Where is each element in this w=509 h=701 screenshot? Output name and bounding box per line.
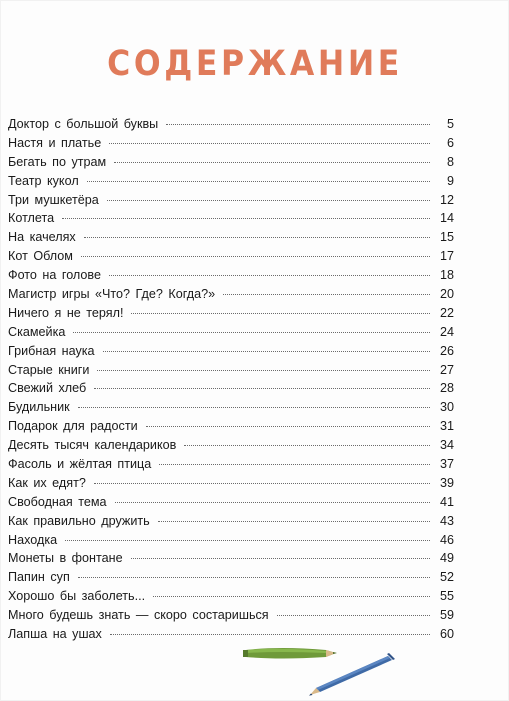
toc-entry-title: Будильник <box>8 400 70 415</box>
toc-entry-title: Магистр игры «Что? Где? Когда?» <box>8 287 216 302</box>
dot-leader <box>115 502 430 503</box>
toc-entry[interactable] <box>8 531 454 550</box>
toc-entry-page-number: 37 <box>439 457 454 472</box>
toc-entry[interactable] <box>8 342 454 361</box>
toc-entry-title: Свободная тема <box>8 494 107 509</box>
toc-entry-title: Доктор с большой буквы <box>8 117 159 131</box>
toc-entry[interactable] <box>8 209 454 228</box>
toc-entry-page-number: 59 <box>439 608 454 623</box>
toc-entry-page-number: 46 <box>439 532 454 547</box>
toc-entry-page-number: 18 <box>439 268 454 283</box>
dot-leader <box>109 275 430 276</box>
toc-entry-page-number: 15 <box>439 230 454 245</box>
toc-entry-title: Лапша на ушах <box>8 627 102 642</box>
toc-entry-page-number: 27 <box>439 362 454 377</box>
dot-leader <box>184 445 430 446</box>
toc-entry[interactable] <box>8 587 454 606</box>
dot-leader <box>223 294 430 295</box>
toc-entry-page-number: 39 <box>439 475 454 490</box>
toc-entry-title: Театр кукол <box>8 173 79 188</box>
toc-entry[interactable] <box>8 436 454 455</box>
toc-entry[interactable] <box>8 191 454 210</box>
dot-leader <box>107 200 430 201</box>
toc-entry[interactable] <box>8 379 454 398</box>
toc-entry-title: Настя и платье <box>8 135 102 150</box>
dot-leader <box>166 124 430 125</box>
dot-leader <box>73 332 430 333</box>
pencils-illustration <box>240 640 400 698</box>
dot-leader <box>131 558 430 559</box>
toc-entry-page-number: 41 <box>439 494 454 509</box>
toc-entry[interactable] <box>8 285 454 304</box>
toc-entry[interactable] <box>8 153 454 172</box>
dot-leader <box>131 313 430 314</box>
toc-entry-page-number: 24 <box>439 324 454 339</box>
toc-entry-page-number: 22 <box>439 305 454 320</box>
toc-entry-title: Ничего я не терял! <box>8 305 124 320</box>
toc-entry-page-number: 5 <box>446 117 454 131</box>
toc-entry[interactable] <box>8 549 454 568</box>
toc-entry[interactable] <box>8 568 454 587</box>
toc-entry[interactable] <box>8 361 454 380</box>
toc-entry[interactable] <box>8 398 454 417</box>
toc-entry-title: Десять тысяч календариков <box>8 438 177 453</box>
toc-entry-title: Много будешь знать — скоро состаришься <box>8 608 269 623</box>
toc-entry[interactable] <box>8 228 454 247</box>
toc-entry[interactable] <box>8 606 454 625</box>
dot-leader <box>78 407 430 408</box>
toc-entry[interactable] <box>8 323 454 342</box>
dot-leader <box>159 464 430 465</box>
dot-leader <box>94 483 430 484</box>
toc-entry-title: Папин суп <box>8 570 70 585</box>
dot-leader <box>109 143 430 144</box>
dot-leader <box>62 218 430 219</box>
dot-leader <box>103 351 430 352</box>
toc-entry-page-number: 52 <box>439 570 454 585</box>
toc-entry-page-number: 12 <box>439 192 454 207</box>
table-of-contents <box>8 115 454 644</box>
dot-leader <box>114 162 430 163</box>
toc-entry[interactable] <box>8 493 454 512</box>
green-pencil-icon <box>243 648 337 659</box>
toc-entry-page-number: 31 <box>439 419 454 434</box>
dot-leader <box>65 540 430 541</box>
toc-entry-title: На качелях <box>8 230 76 245</box>
toc-entry-title: Монеты в фонтане <box>8 551 123 566</box>
toc-entry-page-number: 60 <box>439 627 454 642</box>
dot-leader <box>97 370 430 371</box>
toc-entry-title: Находка <box>8 532 58 547</box>
page-title: СОДЕРЖАНИЕ <box>107 44 403 84</box>
toc-entry-page-number: 6 <box>446 135 454 150</box>
toc-entry-page-number: 49 <box>439 551 454 566</box>
toc-entry-title: Три мушкетёра <box>8 192 99 207</box>
toc-entry-title: Как правильно дружить <box>8 513 150 528</box>
dot-leader <box>153 596 430 597</box>
dot-leader <box>146 426 430 427</box>
toc-entry[interactable] <box>8 115 454 134</box>
toc-entry-page-number: 8 <box>446 154 454 169</box>
dot-leader <box>78 577 430 578</box>
toc-entry-title: Свежий хлеб <box>8 381 87 396</box>
toc-entry[interactable] <box>8 474 454 493</box>
toc-entry-title: Фасоль и жёлтая птица <box>8 457 152 472</box>
toc-entry[interactable] <box>8 247 454 266</box>
toc-entry-title: Старые книги <box>8 362 90 377</box>
toc-entry-page-number: 17 <box>439 249 454 264</box>
toc-entry-page-number: 28 <box>439 381 454 396</box>
toc-entry[interactable] <box>8 512 454 531</box>
toc-entry-page-number: 43 <box>439 513 454 528</box>
toc-entry[interactable] <box>8 134 454 153</box>
dot-leader <box>110 634 430 635</box>
toc-entry[interactable] <box>8 455 454 474</box>
dot-leader <box>87 181 430 182</box>
toc-entry-title: Фото на голове <box>8 268 101 283</box>
blue-pencil-icon <box>309 653 395 696</box>
toc-entry-page-number: 14 <box>439 211 454 226</box>
toc-entry-page-number: 20 <box>439 287 454 302</box>
toc-entry-title: Скамейка <box>8 324 66 339</box>
toc-entry-title: Хорошо бы заболеть... <box>8 589 146 604</box>
dot-leader <box>158 521 430 522</box>
dot-leader <box>94 388 430 389</box>
toc-entry[interactable] <box>8 304 454 323</box>
toc-entry-page-number: 55 <box>439 589 454 604</box>
toc-entry[interactable] <box>8 266 454 285</box>
toc-entry-page-number: 30 <box>439 400 454 415</box>
toc-entry-title: Котлета <box>8 211 55 226</box>
toc-entry-page-number: 26 <box>439 343 454 358</box>
dot-leader <box>277 615 430 616</box>
dot-leader <box>84 237 430 238</box>
dot-leader <box>81 256 430 257</box>
toc-entry-page-number: 34 <box>439 438 454 453</box>
toc-entry-title: Как их едят? <box>8 475 86 490</box>
toc-entry-title: Грибная наука <box>8 343 95 358</box>
toc-entry-page-number: 9 <box>446 173 454 188</box>
toc-entry-title: Подарок для радости <box>8 419 138 434</box>
toc-entry-title: Кот Облом <box>8 249 73 264</box>
toc-entry[interactable] <box>8 172 454 191</box>
toc-entry-title: Бегать по утрам <box>8 154 107 169</box>
toc-entry[interactable] <box>8 417 454 436</box>
